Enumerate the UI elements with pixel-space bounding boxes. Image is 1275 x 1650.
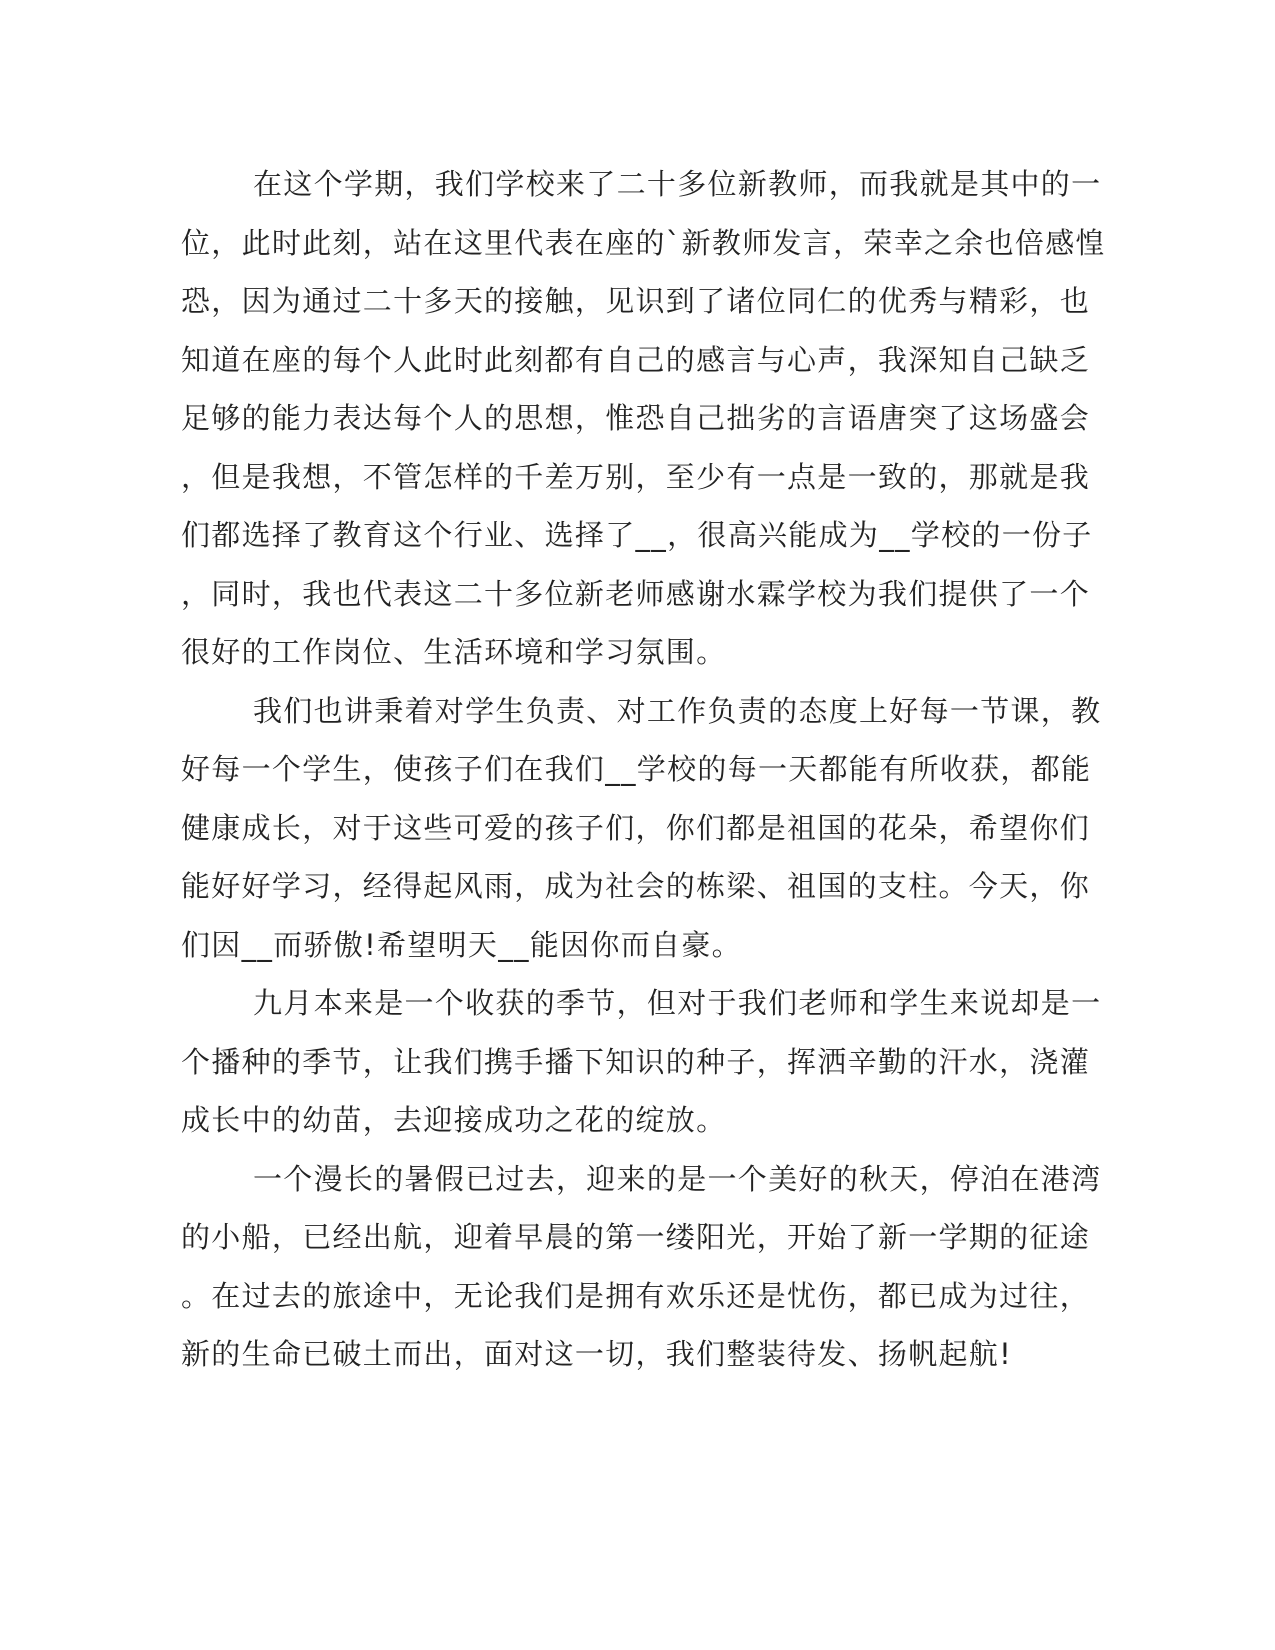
- paragraph-4-line-1: 一个漫长的暑假已过去，迎来的是一个美好的秋天，停泊在港湾: [253, 1161, 1102, 1196]
- paragraph-1-line-2: 位，此时此刻，站在这里代表在座的`新教师发言，荣幸之余也倍感惶: [181, 225, 1106, 260]
- paragraph-2-line-2: 好每一个学生，使孩子们在我们__学校的每一天都能有所收获，都能: [181, 752, 1092, 786]
- paragraph-1-line-4: 知道在座的每个人此时此刻都有自己的感言与心声，我深知自己缺乏: [181, 342, 1091, 377]
- paragraph-2-line-1: 我们也讲秉着对学生负责、对工作负责的态度上好每一节课，教: [253, 693, 1102, 728]
- paragraph-1-line-1: 在这个学期，我们学校来了二十多位新教师，而我就是其中的一: [253, 167, 1102, 201]
- paragraph-3-line-1: 九月本来是一个收获的季节，但对于我们老师和学生来说却是一: [253, 986, 1102, 1020]
- paragraph-4-line-4: 新的生命已破土而出，面对这一切，我们整装待发、扬帆起航!: [181, 1337, 1013, 1371]
- paragraph-3-line-2: 个播种的季节，让我们携手播下知识的种子，挥洒辛勤的汗水，浇灌: [181, 1044, 1091, 1079]
- paragraph-1-line-6: ，但是我想，不管怎样的千差万别，至少有一点是一致的，那就是我: [181, 459, 1091, 494]
- document-body: [181, 155, 1106, 1384]
- paragraph-2-line-5: 们因__而骄傲!希望明天__能因你而自豪。: [181, 927, 742, 962]
- paragraph-1-line-8: ，同时，我也代表这二十多位新老师感谢水霖学校为我们提供了一个: [181, 576, 1091, 611]
- paragraph-3-line-3: 成长中的幼苗，去迎接成功之花的绽放。: [181, 1103, 727, 1137]
- paragraph-1-line-9: 很好的工作岗位、生活环境和学习氛围。: [181, 635, 727, 669]
- paragraph-2-line-3: 健康成长，对于这些可爱的孩子们，你们都是祖国的花朵，希望你们: [181, 810, 1091, 845]
- paragraph-4-line-3: 。在过去的旅途中，无论我们是拥有欢乐还是忧伤，都已成为过往，: [181, 1278, 1091, 1313]
- paragraph-1-line-7: 们都选择了教育这个行业、选择了__，很高兴能成为__学校的一份子: [181, 518, 1093, 552]
- paragraph-1-line-3: 恐，因为通过二十多天的接触，见识到了诸位同仁的优秀与精彩，也: [181, 284, 1091, 318]
- paragraph-4-line-2: 的小船，已经出航，迎着早晨的第一缕阳光，开始了新一学期的征途: [181, 1220, 1091, 1254]
- paragraph-1-line-5: 足够的能力表达每个人的思想，惟恐自己拙劣的言语唐突了这场盛会: [181, 401, 1091, 435]
- paragraph-2-line-4: 能好好学习，经得起风雨，成为社会的栋梁、祖国的支柱。今天，你: [181, 869, 1091, 903]
